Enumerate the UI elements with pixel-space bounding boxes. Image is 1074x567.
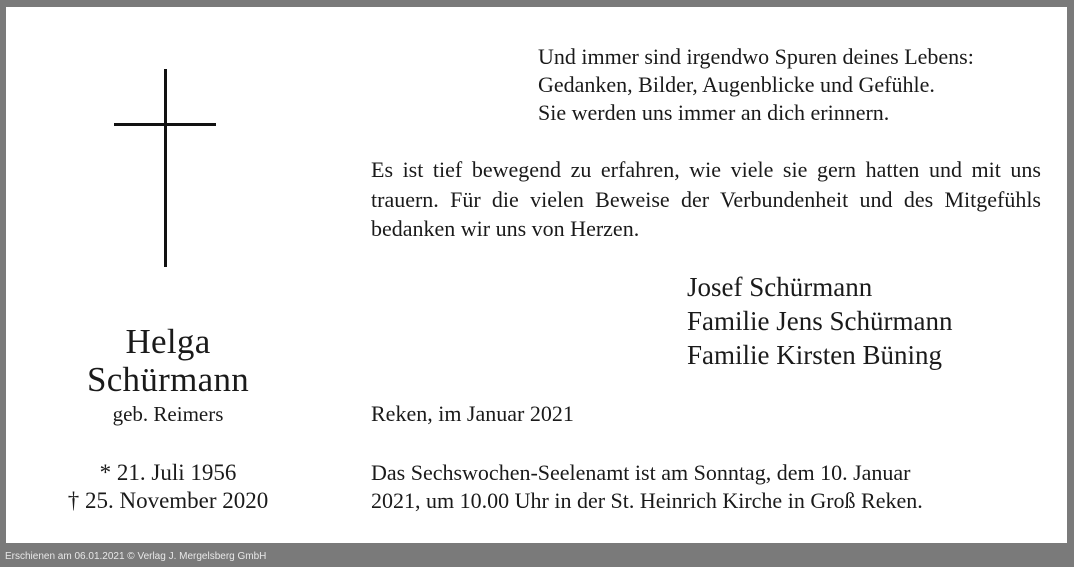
poem-line: Und immer sind irgendwo Spuren deines Lebens: xyxy=(538,44,974,69)
mourners-list xyxy=(687,270,1057,372)
mourner-name: Josef Schürmann xyxy=(687,272,873,302)
obituary-notice xyxy=(6,7,1067,543)
thanks-paragraph: Es ist tief bewegend zu erfahren, wie viele sie gern hatten und mit uns trauern. Für die vielen Beweise der Verbundenheit und des Mitgefühls bedanken wir uns von Herzen. xyxy=(371,157,1041,241)
mourner-name: Familie Kirsten Büning xyxy=(687,340,942,370)
place-date: Reken, im Januar 2021 xyxy=(371,401,574,426)
deceased-last-name: Schürmann xyxy=(86,360,250,399)
deceased-first-name: Helga xyxy=(125,322,211,361)
poem-line: Sie werden uns immer an dich erinnern. xyxy=(538,100,890,125)
deceased-maiden-name: geb. Reimers xyxy=(112,402,224,426)
deceased-name-block xyxy=(40,323,296,427)
death-date: † 25. November 2020 xyxy=(67,488,269,513)
life-dates xyxy=(40,459,296,515)
cross-vertical-bar xyxy=(164,69,167,267)
publication-footer: Erschienen am 06.01.2021 © Verlag J. Mergelsberg GmbH xyxy=(5,551,267,562)
service-line: Das Sechswochen-Seelenamt ist am Sonntag, dem 10. Januar xyxy=(371,460,911,485)
service-line: 2021, um 10.00 Uhr in der St. Heinrich Kirche in Groß Reken. xyxy=(371,488,923,513)
service-announcement xyxy=(371,459,1051,515)
poem xyxy=(538,43,1058,127)
mourner-name: Familie Jens Schürmann xyxy=(687,306,953,336)
cross-icon xyxy=(114,69,216,267)
poem-line: Gedanken, Bilder, Augenblicke und Gefühle. xyxy=(538,72,935,97)
cross-horizontal-bar xyxy=(114,123,216,126)
birth-date: * 21. Juli 1956 xyxy=(99,460,237,485)
